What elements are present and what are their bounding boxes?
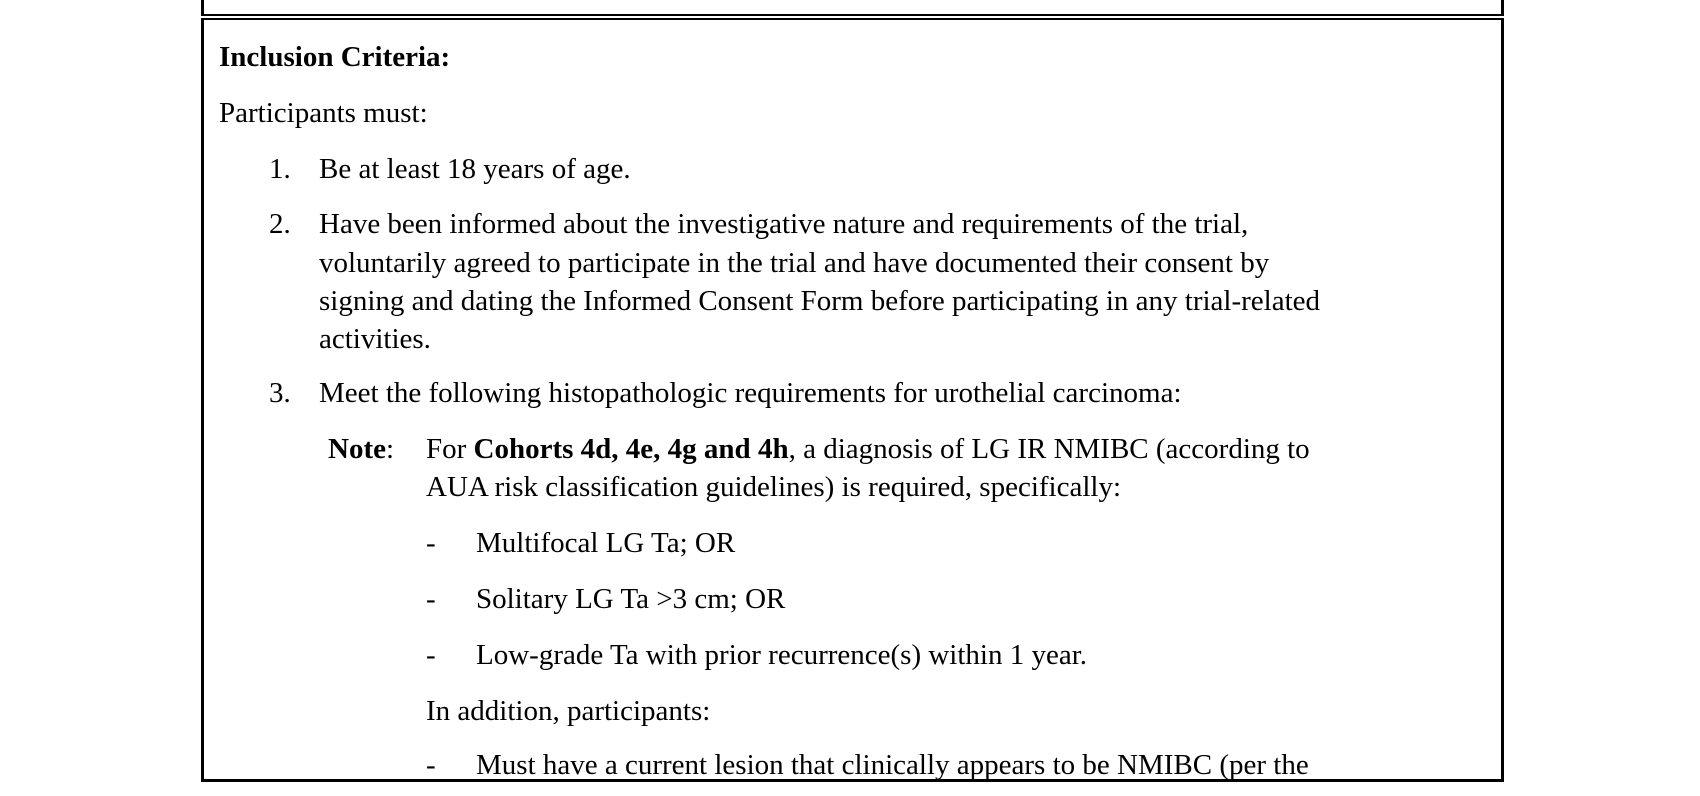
note-prefix: For: [426, 433, 474, 465]
bullet-text: Low-grade Ta with prior recurrence(s) within 1 year.: [476, 639, 1088, 671]
criterion-number: 3.: [269, 377, 291, 409]
bullet-dash: -: [426, 639, 436, 671]
criterion-text: Be at least 18 years of age.: [319, 153, 631, 185]
section-intro: Participants must:: [219, 97, 428, 129]
note-label-text: Note: [328, 433, 386, 465]
section-heading: Inclusion Criteria:: [219, 41, 451, 73]
criterion-text: signing and dating the Informed Consent Form before participating in any trial-related: [319, 285, 1321, 317]
note-text: [426, 430, 1310, 468]
addition-intro: In addition, participants:: [426, 695, 711, 727]
bullet-dash: -: [426, 527, 436, 559]
bullet-text: Multifocal LG Ta; OR: [476, 527, 736, 559]
criterion-text: Meet the following histopathologic requirements for urothelial carcinoma:: [319, 377, 1182, 409]
bullet-dash: -: [426, 583, 436, 615]
previous-table-frame: [201, 0, 1504, 16]
note-label: [328, 430, 394, 468]
criterion-number: 2.: [269, 208, 291, 240]
criterion-text: voluntarily agreed to participate in the trial and have documented their consent by: [319, 247, 1270, 279]
criterion-number: 1.: [269, 153, 291, 185]
criterion-text: activities.: [319, 323, 431, 355]
criterion-text: Have been informed about the investigative nature and requirements of the trial,: [319, 208, 1249, 240]
bullet-text: Must have a current lesion that clinically appears to be NMIBC (per the: [476, 749, 1309, 781]
note-rest: , a diagnosis of LG IR NMIBC (according to: [788, 433, 1310, 465]
note-colon: :: [385, 433, 395, 465]
bullet-dash: -: [426, 749, 436, 781]
note-cohorts: Cohorts 4d, 4e, 4g and 4h: [473, 433, 789, 465]
note-text-line2: AUA risk classification guidelines) is required, specifically:: [426, 471, 1122, 503]
bullet-text: Solitary LG Ta >3 cm; OR: [476, 583, 786, 615]
